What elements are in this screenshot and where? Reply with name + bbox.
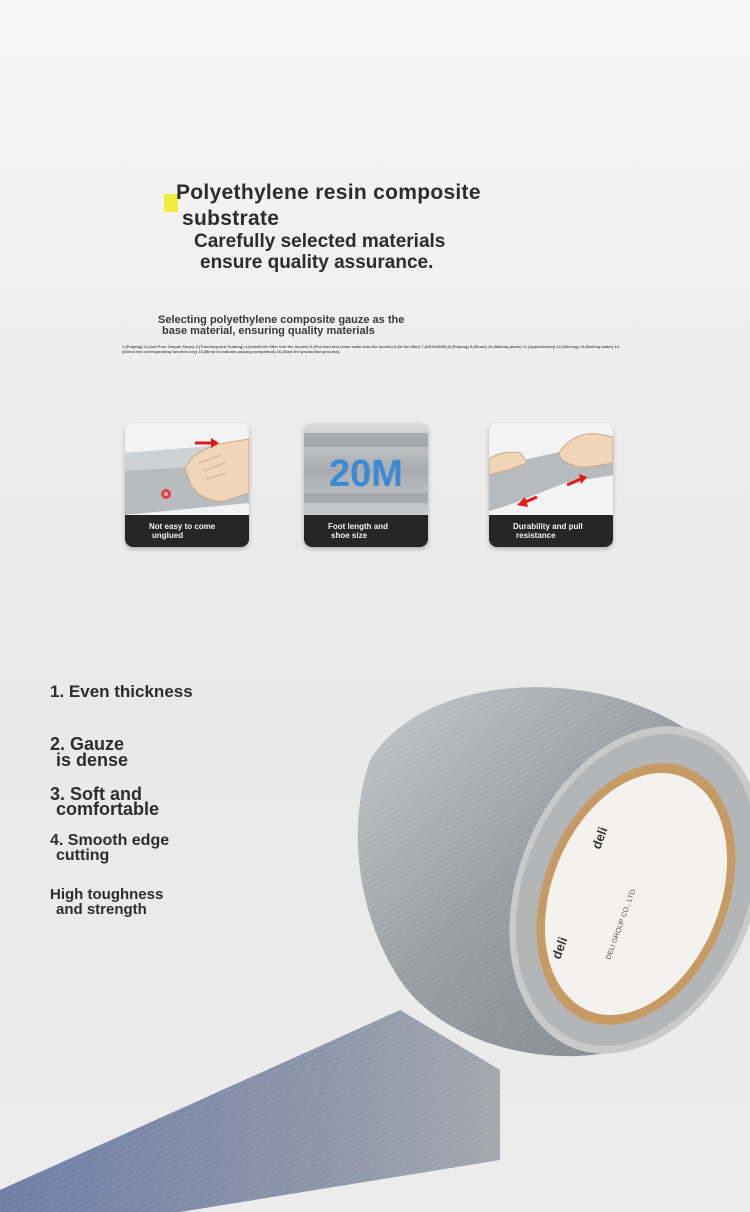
feature-card-unglued (125, 423, 249, 547)
hands-pulling-tape-image (489, 423, 613, 515)
feature-line-2: is dense (56, 750, 129, 770)
feature-line-1: 1. Even thickness (50, 682, 193, 701)
length-badge: 20M (329, 453, 403, 495)
page-subtitle (194, 231, 594, 273)
feature-even-thickness (50, 682, 193, 701)
core-company-text: DELI GROUP CO., LTD. (605, 886, 638, 961)
card-caption (304, 515, 428, 547)
feature-line-2: cutting (56, 847, 110, 864)
feature-toughness (50, 887, 163, 917)
core-brand-text: deli (588, 824, 611, 852)
tape-length-20m-image (304, 423, 428, 515)
caption-line-1: Not easy to come (149, 522, 216, 531)
material-description (158, 315, 538, 337)
feature-line-2: comfortable (56, 799, 160, 819)
card-caption (125, 515, 249, 547)
caption-line-2: resistance (516, 531, 556, 540)
desc-line-1: Selecting polyethylene composite gauze as the (158, 314, 405, 326)
hand-pressing-tape-image (125, 423, 249, 515)
feature-line-1: High toughness (50, 886, 164, 903)
page-title (176, 180, 596, 232)
subtitle-line-2: ensure quality assurance. (200, 252, 434, 273)
feature-soft-comfortable (50, 784, 160, 819)
desc-line-2: base material, ensuring quality materials (162, 325, 375, 337)
feature-card-durability (489, 423, 613, 547)
feature-line-2: and strength (56, 901, 147, 918)
subtitle-line-1: Carefully selected materials (194, 231, 446, 252)
card-caption (489, 515, 613, 547)
feature-smooth-edge (50, 833, 169, 863)
caption-line-1: Foot length and (328, 522, 388, 531)
steps-fine-print: 1.(Pulping) 2.(Just Pour Simple Steps) 3.(Touching and Guiding) 4.(Install the filter into the bucket) 5.(Put food and clean water into the bucket) 6.(In the filter) 7.(DEGASSE) 8.(Pulping) 9.(Reset) 10.(Making paste) 11.(Appointment) 12.(Stirring) 13.(Boiling water) 14.(Select the corresponding function key) 15.(Beep to indicate pulping completion) 16.(Start the production process) (122, 344, 620, 354)
feature-line-1: 2. Gauze (50, 734, 125, 754)
caption-line-1: Durability and pull (513, 522, 583, 531)
core-brand-text-2: deli (548, 934, 571, 962)
caption-line-2: shoe size (331, 531, 368, 540)
feature-card-length (304, 423, 428, 547)
caption-line-2: unglued (152, 531, 184, 540)
feature-line-1: 3. Soft and (50, 784, 143, 804)
feature-line-1: 4. Smooth edge (50, 832, 170, 849)
feature-gauze-dense (50, 736, 128, 768)
title-line-2: substrate (182, 207, 280, 230)
title-line-1: Polyethylene resin composite (176, 181, 481, 204)
